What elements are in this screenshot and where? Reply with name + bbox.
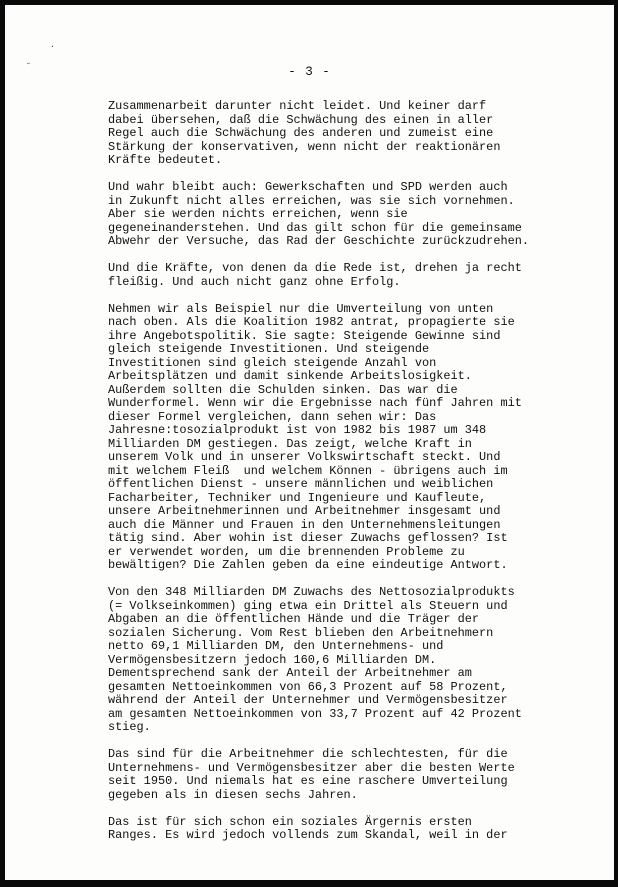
text-line: Investitionen sind gleich steigende Anzahl von	[108, 355, 437, 370]
text-line: Das ist für sich schon ein soziales Ärgernis ersten	[108, 814, 472, 829]
text-line: Stärkung der konservativen, wenn nicht der reaktionären	[108, 139, 501, 154]
text-line: Ranges. Es wird jedoch vollends zum Skandal, weil in der	[108, 828, 508, 842]
paragraph	[108, 816, 578, 843]
paragraph	[108, 100, 578, 168]
text-line: mit welchem Fleiß und welchem Können - übrigens auch im	[108, 463, 508, 478]
text-line: Unternehmens- und Vermögensbesitzer aber die besten Werte	[108, 760, 515, 775]
text-line: unserem Volk und in unserer Volkswirtschaft steckt. Und	[108, 450, 501, 464]
text-line: tätig sind. Aber wohin ist dieser Zuwachs geflossen? Ist	[108, 531, 508, 545]
text-line: Zusammenarbeit darunter nicht leidet. Und keiner darf	[108, 99, 487, 113]
paragraph	[108, 586, 578, 735]
text-line: Abgaben an die öffentlichen Hände und die Träger der	[108, 612, 480, 626]
text-line: ihre Angebotspolitik. Sie sagte: Steigende Gewinne sind	[108, 328, 501, 343]
paragraph	[108, 748, 578, 802]
text-line: Nehmen wir als Beispiel nur die Umverteilung von unten	[108, 301, 494, 316]
document-body	[108, 100, 578, 856]
text-line: Facharbeiter, Techniker und Ingenieure und Kaufleute,	[108, 490, 487, 505]
text-line: seit 1950. Und niemals hat es eine raschere Umverteilung	[108, 774, 508, 788]
text-line: fleißig. Und auch nicht ganz ohne Erfolg.	[108, 274, 401, 289]
text-line: Und die Kräfte, von denen da die Rede ist, drehen ja recht	[108, 261, 522, 275]
text-line: Wunderformel. Wenn wir die Ergebnisse nach fünf Jahren mit	[108, 396, 522, 410]
text-line: Arbeitsplätzen und damit sinkende Arbeitslosigkeit.	[108, 369, 472, 383]
text-line: gesamten Nettoeinkommen von 66,3 Prozent auf 58 Prozent,	[108, 679, 508, 694]
text-line: stieg.	[108, 720, 151, 734]
paragraph	[108, 262, 578, 289]
text-line: Von den 348 Milliarden DM Zuwachs des Nettosozialprodukts	[108, 585, 515, 599]
scan-mark: ˘	[26, 62, 31, 71]
text-line: (= Volkseinkommen) ging etwa ein Drittel als Steuern und	[108, 598, 508, 613]
text-line: Regel auch die Schwächung des anderen und zumeist eine	[108, 126, 494, 140]
text-line: Abwehr der Versuche, das Rad der Geschichte zurückzudrehen.	[108, 234, 529, 248]
text-line: bewältigen? Die Zahlen geben da eine eindeutige Antwort.	[108, 558, 508, 572]
text-line: gleich steigende Investitionen. Und steigende	[108, 342, 430, 356]
text-line: Vermögensbesitzern jedoch 160,6 Milliarden DM.	[108, 652, 437, 667]
text-line: Jahresne:tosozialprodukt ist von 1982 bis 1987 um 348	[108, 423, 487, 437]
text-line: Milliarden DM gestiegen. Das zeigt, welche Kraft in	[108, 436, 472, 451]
text-line: während der Anteil der Unternehmer und Vermögensbesitzer	[108, 693, 508, 707]
page-number: - 3 -	[288, 65, 331, 79]
text-line: am gesamten Nettoeinkommen von 33,7 Prozent auf 42 Prozent	[108, 706, 522, 721]
text-line: öffentlichen Dienst - unsere männlichen und weiblichen	[108, 477, 494, 491]
text-line: Außerdem sollten die Schulden sinken. Das war die	[108, 382, 458, 397]
text-line: dieser Formel vergleichen, dann sehen wir: Das	[108, 409, 437, 424]
paragraph	[108, 303, 578, 573]
text-line: sozialen Sicherung. Vom Rest blieben den Arbeitnehmern	[108, 625, 494, 640]
text-line: unsere Arbeitnehmerinnen und Arbeitnehmer insgesamt und	[108, 504, 501, 518]
text-line: Und wahr bleibt auch: Gewerkschaften und SPD werden auch	[108, 180, 508, 194]
text-line: Dementsprechend sank der Anteil der Arbeitnehmer am	[108, 666, 472, 680]
scan-mark: ·	[50, 42, 55, 51]
text-line: gegeneinanderstehen. Und das gilt schon für die gemeinsame	[108, 220, 522, 235]
text-line: in Zukunft nicht alles erreichen, was sie sich vornehmen.	[108, 193, 515, 208]
text-line: gegeben als in diesen sechs Jahren.	[108, 787, 358, 802]
text-line: Das sind für die Arbeitnehmer die schlechtesten, für die	[108, 747, 508, 761]
paragraph	[108, 181, 578, 249]
text-line: netto 69,1 Milliarden DM, den Unternehmens- und	[108, 639, 444, 653]
text-line: er verwendet worden, um die brennenden Probleme zu	[108, 544, 465, 559]
text-line: dabei übersehen, daß die Schwächung des einen in aller	[108, 112, 494, 127]
text-line: Aber sie werden nichts erreichen, wenn sie	[108, 207, 408, 221]
text-line: auch die Männer und Frauen in den Unternehmensleitungen	[108, 517, 501, 532]
text-line: Kräfte bedeutet.	[108, 153, 223, 167]
text-line: nach oben. Als die Koalition 1982 antrat, propagierte sie	[108, 315, 515, 329]
